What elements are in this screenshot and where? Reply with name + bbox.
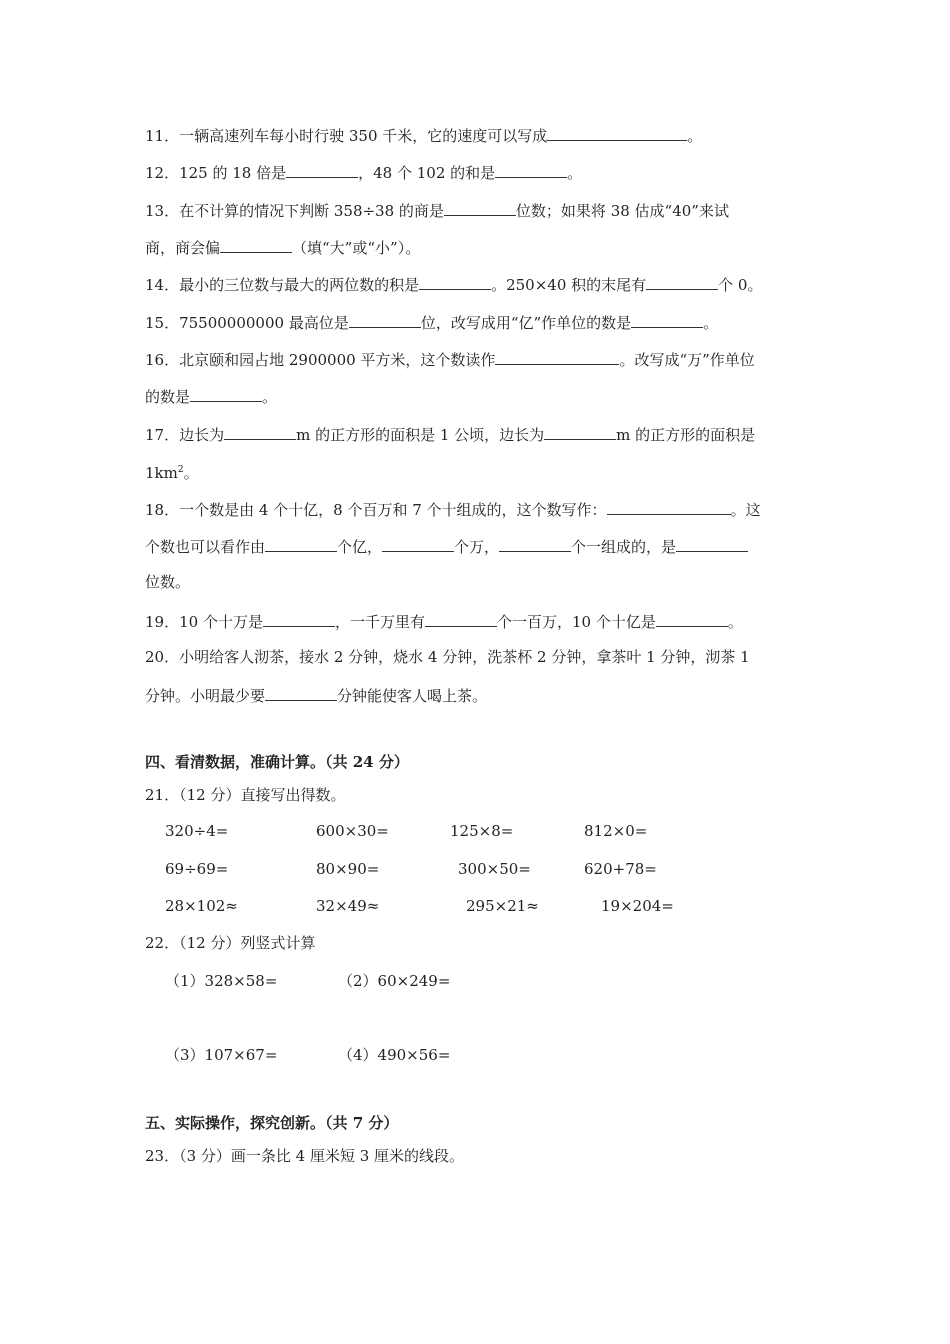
answer-blank[interactable]	[547, 124, 687, 141]
question-18-cont: 个数也可以看作由 个亿， 个万， 个一组成的，是	[145, 535, 748, 557]
calc-item: 80×90=	[316, 860, 380, 878]
question-20: 20．小明给客人沏茶，接水 2 分钟，烧水 4 分钟，洗茶杯 2 分钟，拿茶叶 1 分钟，沏茶 1	[145, 648, 750, 666]
calc-item: 300×50=	[458, 860, 531, 878]
answer-blank[interactable]	[419, 273, 491, 290]
question-16-cont: 的数是 。	[145, 385, 277, 407]
answer-blank[interactable]	[656, 610, 728, 627]
calc-item: 295×21≈	[466, 897, 539, 915]
answer-blank[interactable]	[495, 348, 619, 365]
answer-blank[interactable]	[646, 273, 718, 290]
calc-item: 812×0=	[584, 822, 648, 840]
answer-blank[interactable]	[224, 423, 296, 440]
answer-blank[interactable]	[349, 311, 421, 328]
calc-item: 620+78=	[584, 860, 657, 878]
answer-blank[interactable]	[286, 161, 358, 178]
answer-blank[interactable]	[265, 535, 337, 552]
question-20-cont: 分钟。小明最少要 分钟能使客人喝上茶。	[145, 684, 487, 706]
answer-blank[interactable]	[495, 161, 567, 178]
calc-item: 32×49≈	[316, 897, 380, 915]
vertical-calc-item: （1）328×58=	[165, 972, 278, 990]
answer-blank[interactable]	[444, 199, 516, 216]
question-11: 11．一辆高速列车每小时行驶 350 千米，它的速度可以写成 。	[145, 124, 702, 146]
answer-blank[interactable]	[676, 535, 748, 552]
question-22-title: 22．（12 分）列竖式计算	[145, 934, 316, 952]
question-16: 16．北京颐和园占地 2900000 平方米，这个数读作 。改写成“万”作单位	[145, 348, 755, 370]
calc-item: 125×8=	[450, 822, 514, 840]
calc-item: 600×30=	[316, 822, 389, 840]
calc-item: 19×204=	[601, 897, 674, 915]
answer-blank[interactable]	[382, 535, 454, 552]
question-18: 18．一个数是由 4 个十亿，8 个百万和 7 个十组成的，这个数写作： 。这	[145, 498, 761, 520]
question-15: 15．75500000000 最高位是 位，改写成用“亿”作单位的数是 。	[145, 311, 718, 333]
answer-blank[interactable]	[425, 610, 497, 627]
question-23: 23．（3 分）画一条比 4 厘米短 3 厘米的线段。	[145, 1147, 465, 1165]
question-21-title: 21．（12 分）直接写出得数。	[145, 786, 346, 804]
question-13-cont: 商，商会偏 （填“大”或“小”）。	[145, 236, 420, 258]
section-4-heading: 四、看清数据，准确计算。（共 24 分）	[145, 753, 409, 771]
calc-item: 28×102≈	[165, 897, 238, 915]
answer-blank[interactable]	[631, 311, 703, 328]
answer-blank[interactable]	[544, 423, 616, 440]
question-13: 13．在不计算的情况下判断 358÷38 的商是 位数；如果将 38 估成“40”来试	[145, 199, 729, 221]
calc-item: 320÷4=	[165, 822, 229, 840]
question-17-cont: $1km^2$。	[145, 464, 199, 482]
question-17: 17．边长为 m 的正方形的面积是 1 公顷，边长为 m 的正方形的面积是	[145, 423, 755, 445]
answer-blank[interactable]	[265, 684, 337, 701]
answer-blank[interactable]	[607, 498, 731, 515]
vertical-calc-item: （3）107×67=	[165, 1046, 278, 1064]
calc-item: 69÷69=	[165, 860, 229, 878]
section-5-heading: 五、实际操作，探究创新。（共 7 分）	[145, 1114, 399, 1132]
answer-blank[interactable]	[190, 385, 262, 402]
question-12: 12．125 的 18 倍是 ，48 个 102 的和是 。	[145, 161, 582, 183]
question-18-cont2: 位数。	[145, 573, 191, 591]
answer-blank[interactable]	[220, 236, 292, 253]
question-14: 14．最小的三位数与最大的两位数的积是 。250×40 积的末尾有 个 0。	[145, 273, 762, 295]
question-19: 19．10 个十万是 ，一千万里有 个一百万，10 个十亿是 。	[145, 610, 743, 632]
vertical-calc-item: （2）60×249=	[338, 972, 451, 990]
answer-blank[interactable]	[263, 610, 335, 627]
vertical-calc-item: （4）490×56=	[338, 1046, 451, 1064]
answer-blank[interactable]	[499, 535, 571, 552]
